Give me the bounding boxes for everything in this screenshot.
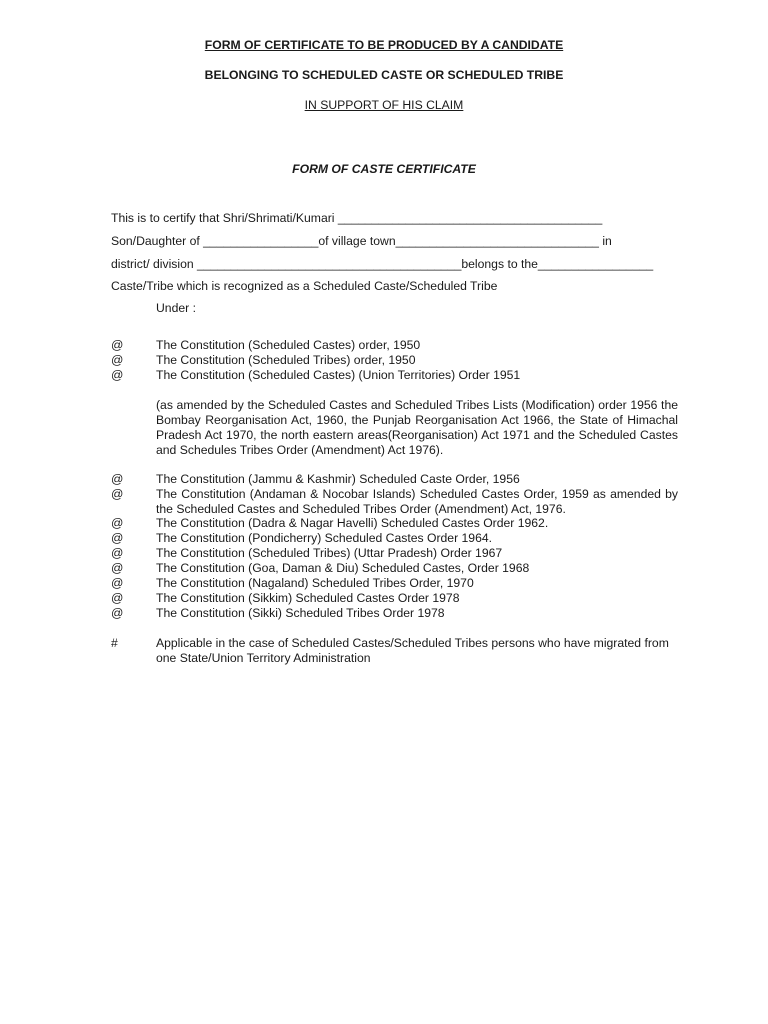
- at-marker: @: [111, 546, 124, 560]
- order-item: [0, 606, 768, 621]
- order-item: [0, 561, 768, 576]
- at-marker: @: [111, 531, 124, 545]
- under-label: Under :: [156, 301, 196, 315]
- footnote-text: Applicable in the case of Scheduled Castes/Scheduled Tribes persons who have migrated from one State/Union Territory Administration: [156, 636, 669, 665]
- at-marker: @: [111, 472, 124, 486]
- order-item: [0, 368, 768, 383]
- order-item: [0, 531, 768, 546]
- title-line-2: BELONGING TO SCHEDULED CASTE OR SCHEDULED TRIBE: [204, 68, 564, 82]
- order-item: [0, 338, 768, 353]
- order-text: The Constitution (Sikkim) Scheduled Castes Order 1978: [156, 591, 460, 605]
- at-marker: @: [111, 576, 124, 590]
- at-marker: @: [111, 487, 124, 501]
- order-text: The Constitution (Jammu & Kashmir) Scheduled Caste Order, 1956: [156, 472, 520, 486]
- at-marker: @: [111, 338, 124, 352]
- order-item: [0, 516, 768, 531]
- order-text: The Constitution (Goa, Daman & Diu) Scheduled Castes, Order 1968: [156, 561, 530, 575]
- at-marker: @: [111, 516, 124, 530]
- title-line-3: IN SUPPORT OF HIS CLAIM: [304, 98, 464, 112]
- order-item: [0, 591, 768, 606]
- order-text: The Constitution (Andaman & Nocobar Islands) Scheduled Castes Order, 1959 as amended by the Scheduled Castes and Scheduled Tribes Order (Amendment) Act, 1976.: [156, 487, 678, 516]
- order-item: [0, 487, 768, 517]
- order-text: The Constitution (Nagaland) Scheduled Tribes Order, 1970: [156, 576, 474, 590]
- order-text: The Constitution (Dadra & Nagar Havelli) Scheduled Castes Order 1962.: [156, 516, 549, 530]
- order-item: [0, 546, 768, 561]
- order-text: The Constitution (Sikki) Scheduled Tribes Order 1978: [156, 606, 445, 620]
- hash-marker: #: [111, 636, 118, 650]
- at-marker: @: [111, 561, 124, 575]
- footnote: [0, 636, 768, 666]
- at-marker: @: [111, 368, 124, 382]
- order-item: [0, 472, 768, 487]
- order-text: The Constitution (Scheduled Tribes) (Uttar Pradesh) Order 1967: [156, 546, 503, 560]
- order-item: [0, 353, 768, 368]
- district-line: district/ division _______________________________________belongs to the_________________: [111, 257, 654, 271]
- order-text: The Constitution (Scheduled Castes) order, 1950: [156, 338, 421, 352]
- at-marker: @: [111, 353, 124, 367]
- amendment-note: (as amended by the Scheduled Castes and Scheduled Tribes Lists (Modification) order 1956 the Bombay Reorganisation Act, 1960, the Punjab Reorganisation Act 1966, the State of Himachal Pradesh Act 1970, the north eastern areas(Reorganisation) Act 1971 and the Scheduled Castes and Schedules Tribes Order (Amendment) Act 1976).: [156, 398, 678, 457]
- title-line-1: FORM OF CERTIFICATE TO BE PRODUCED BY A CANDIDATE: [204, 38, 564, 52]
- order-text: The Constitution (Scheduled Castes) (Union Territories) Order 1951: [156, 368, 521, 382]
- at-marker: @: [111, 591, 124, 605]
- recognition-line: Caste/Tribe which is recognized as a Scheduled Caste/Scheduled Tribe: [111, 279, 498, 293]
- order-text: The Constitution (Pondicherry) Scheduled Castes Order 1964.: [156, 531, 493, 545]
- form-title: FORM OF CASTE CERTIFICATE: [292, 162, 476, 176]
- at-marker: @: [111, 606, 124, 620]
- parentage-line: Son/Daughter of _________________of village town______________________________ in: [111, 234, 612, 248]
- certify-line: This is to certify that Shri/Shrimati/Kumari _______________________________________: [111, 211, 603, 225]
- order-item: [0, 576, 768, 591]
- order-text: The Constitution (Scheduled Tribes) order, 1950: [156, 353, 416, 367]
